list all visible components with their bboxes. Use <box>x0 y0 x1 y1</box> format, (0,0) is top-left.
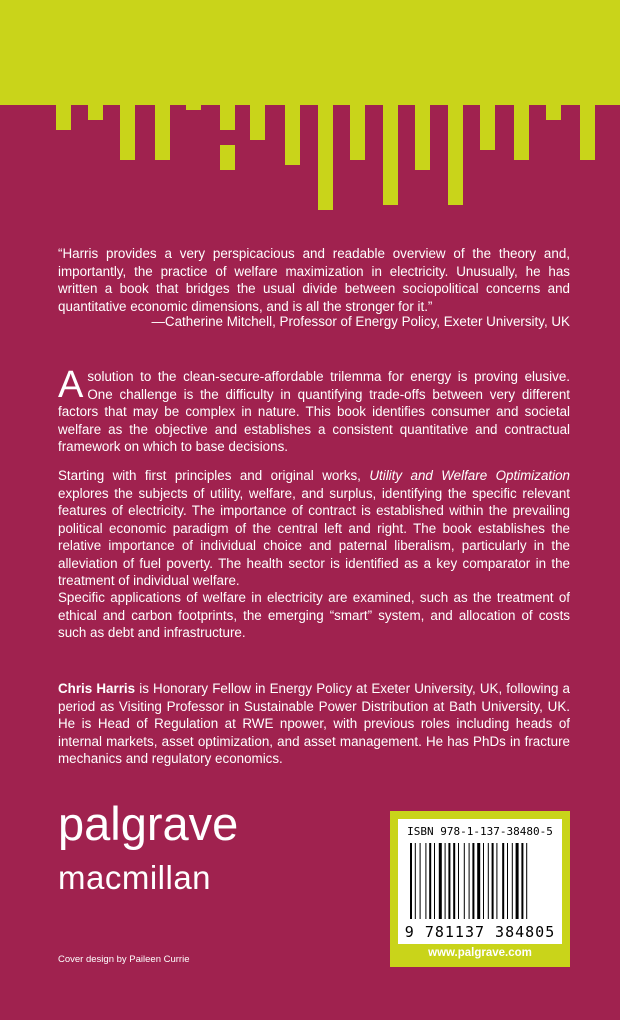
publisher-website: www.palgrave.com <box>428 947 532 959</box>
barcode-bar <box>429 843 431 919</box>
barcode-bar <box>472 843 474 919</box>
blurb-paragraph-1 <box>58 364 570 456</box>
pixel-block <box>220 145 235 170</box>
blurb-paragraph-2-lead: Starting with first principles and original works, <box>58 468 370 483</box>
barcode-bar <box>458 843 459 919</box>
barcode-bar <box>512 843 513 919</box>
pixel-block <box>480 120 495 140</box>
barcode-bar <box>434 843 435 919</box>
barcode-bar <box>453 843 455 919</box>
book-title: Utility and Welfare Optimization <box>369 468 571 483</box>
author-bio <box>58 680 570 768</box>
pixel-block <box>220 105 235 130</box>
barcode-bar <box>445 843 446 919</box>
pixel-block <box>448 105 463 205</box>
pixel-block <box>318 105 333 210</box>
barcode-bar <box>439 843 442 919</box>
pixel-block <box>546 105 561 120</box>
pixel-block <box>514 105 529 160</box>
pixel-block <box>120 105 135 140</box>
pixel-block <box>120 140 135 160</box>
barcode-bar <box>507 843 508 919</box>
blurb-paragraph-2-rest: explores the subjects of utility, welfare, and surplus, identifying the specific relevant features of electricity. The importance of contract is established within the prevailing political economic paradigm of the central left and right. The book establishes the relative importance of individual choice and paternal liberalism, particularly in the alleviation of fuel poverty. The health sector is identified as a key comparator in the treatment of individual welfare. <box>58 485 570 588</box>
blurb-paragraph-3: Specific applications of welfare in electricity are examined, such as the treatment of ethical and carbon footprints, the emerging “smart” system, and allocation of costs such as debt and infrastructure. <box>58 590 570 640</box>
pixel-block <box>56 105 71 130</box>
ean-digits: 9 781137 384805 <box>404 923 556 941</box>
pixel-block <box>250 105 265 140</box>
author-bio-text: is Honorary Fellow in Energy Policy at Exeter University, UK, following a period as Visiting Professor in Sustainable Power Distribution at Bath University, UK. He is Head of Regulation at RWE npower, with previous roles including heads of internal markets, asset optimization, and asset management. He has PhDs in fracture mechanics and regulatory economics. <box>58 681 570 766</box>
pixel-block <box>383 105 398 205</box>
barcode-bar <box>410 843 412 919</box>
barcode-bar <box>477 843 480 919</box>
barcode-icon <box>410 843 550 923</box>
pixel-block <box>285 105 300 165</box>
pixel-block <box>155 105 170 160</box>
barcode-bar <box>488 843 489 919</box>
pixel-block <box>88 105 103 120</box>
barcode-bar <box>483 843 484 919</box>
barcode-bar <box>502 843 504 919</box>
publisher-logo-line-2: macmillan <box>58 859 212 896</box>
publisher-logo-line-1: palgrave <box>58 797 239 850</box>
barcode-bar <box>521 843 523 919</box>
barcode-bar <box>420 843 421 919</box>
blurb-paragraph-2 <box>58 467 570 590</box>
pixel-block <box>383 122 398 145</box>
pixel-block <box>415 105 430 170</box>
barcode-bar <box>425 843 426 919</box>
drop-cap: A <box>58 364 84 406</box>
barcode-panel <box>390 811 570 967</box>
barcode-bar <box>464 843 465 919</box>
barcode-bar <box>492 843 494 919</box>
pixel-block <box>580 122 595 145</box>
endorsement-quote: “Harris provides a very perspicacious and readable overview of the theory and, importantly, the practice of welfare maximization in electricity. Unusually, he has written a book that bridges the usual divide between sociopolitical concerns and quantitative economic dimensions, and is all the stronger for it.” <box>58 246 570 314</box>
author-name: Chris Harris <box>58 681 136 696</box>
barcode-bar <box>415 843 416 919</box>
quote-attribution: —Catherine Mitchell, Professor of Energy Policy, Exeter University, UK <box>151 314 570 329</box>
blurb-paragraph-1-text: solution to the clean-secure-affordable trilemma for energy is proving elusive. One challenge is the difficulty in quantifying trade-offs between very different factors that may be complex in nature. This book identifies consumer and societal welfare as the objective and establishes a consistent quantitative and contractual framework on which to base decisions. <box>58 369 570 454</box>
barcode-bar <box>496 843 497 919</box>
barcode-bar <box>448 843 450 919</box>
top-color-band <box>0 0 620 105</box>
barcode-box <box>398 819 562 944</box>
isbn-label: ISBN 978-1-137-38480-5 <box>407 825 553 838</box>
barcode-bar <box>526 843 527 919</box>
barcode-bar <box>469 843 470 919</box>
pixel-block <box>350 105 365 160</box>
barcode-bar <box>516 843 519 919</box>
pixel-block <box>186 105 201 110</box>
cover-design-credit: Cover design by Paileen Currie <box>58 954 190 965</box>
